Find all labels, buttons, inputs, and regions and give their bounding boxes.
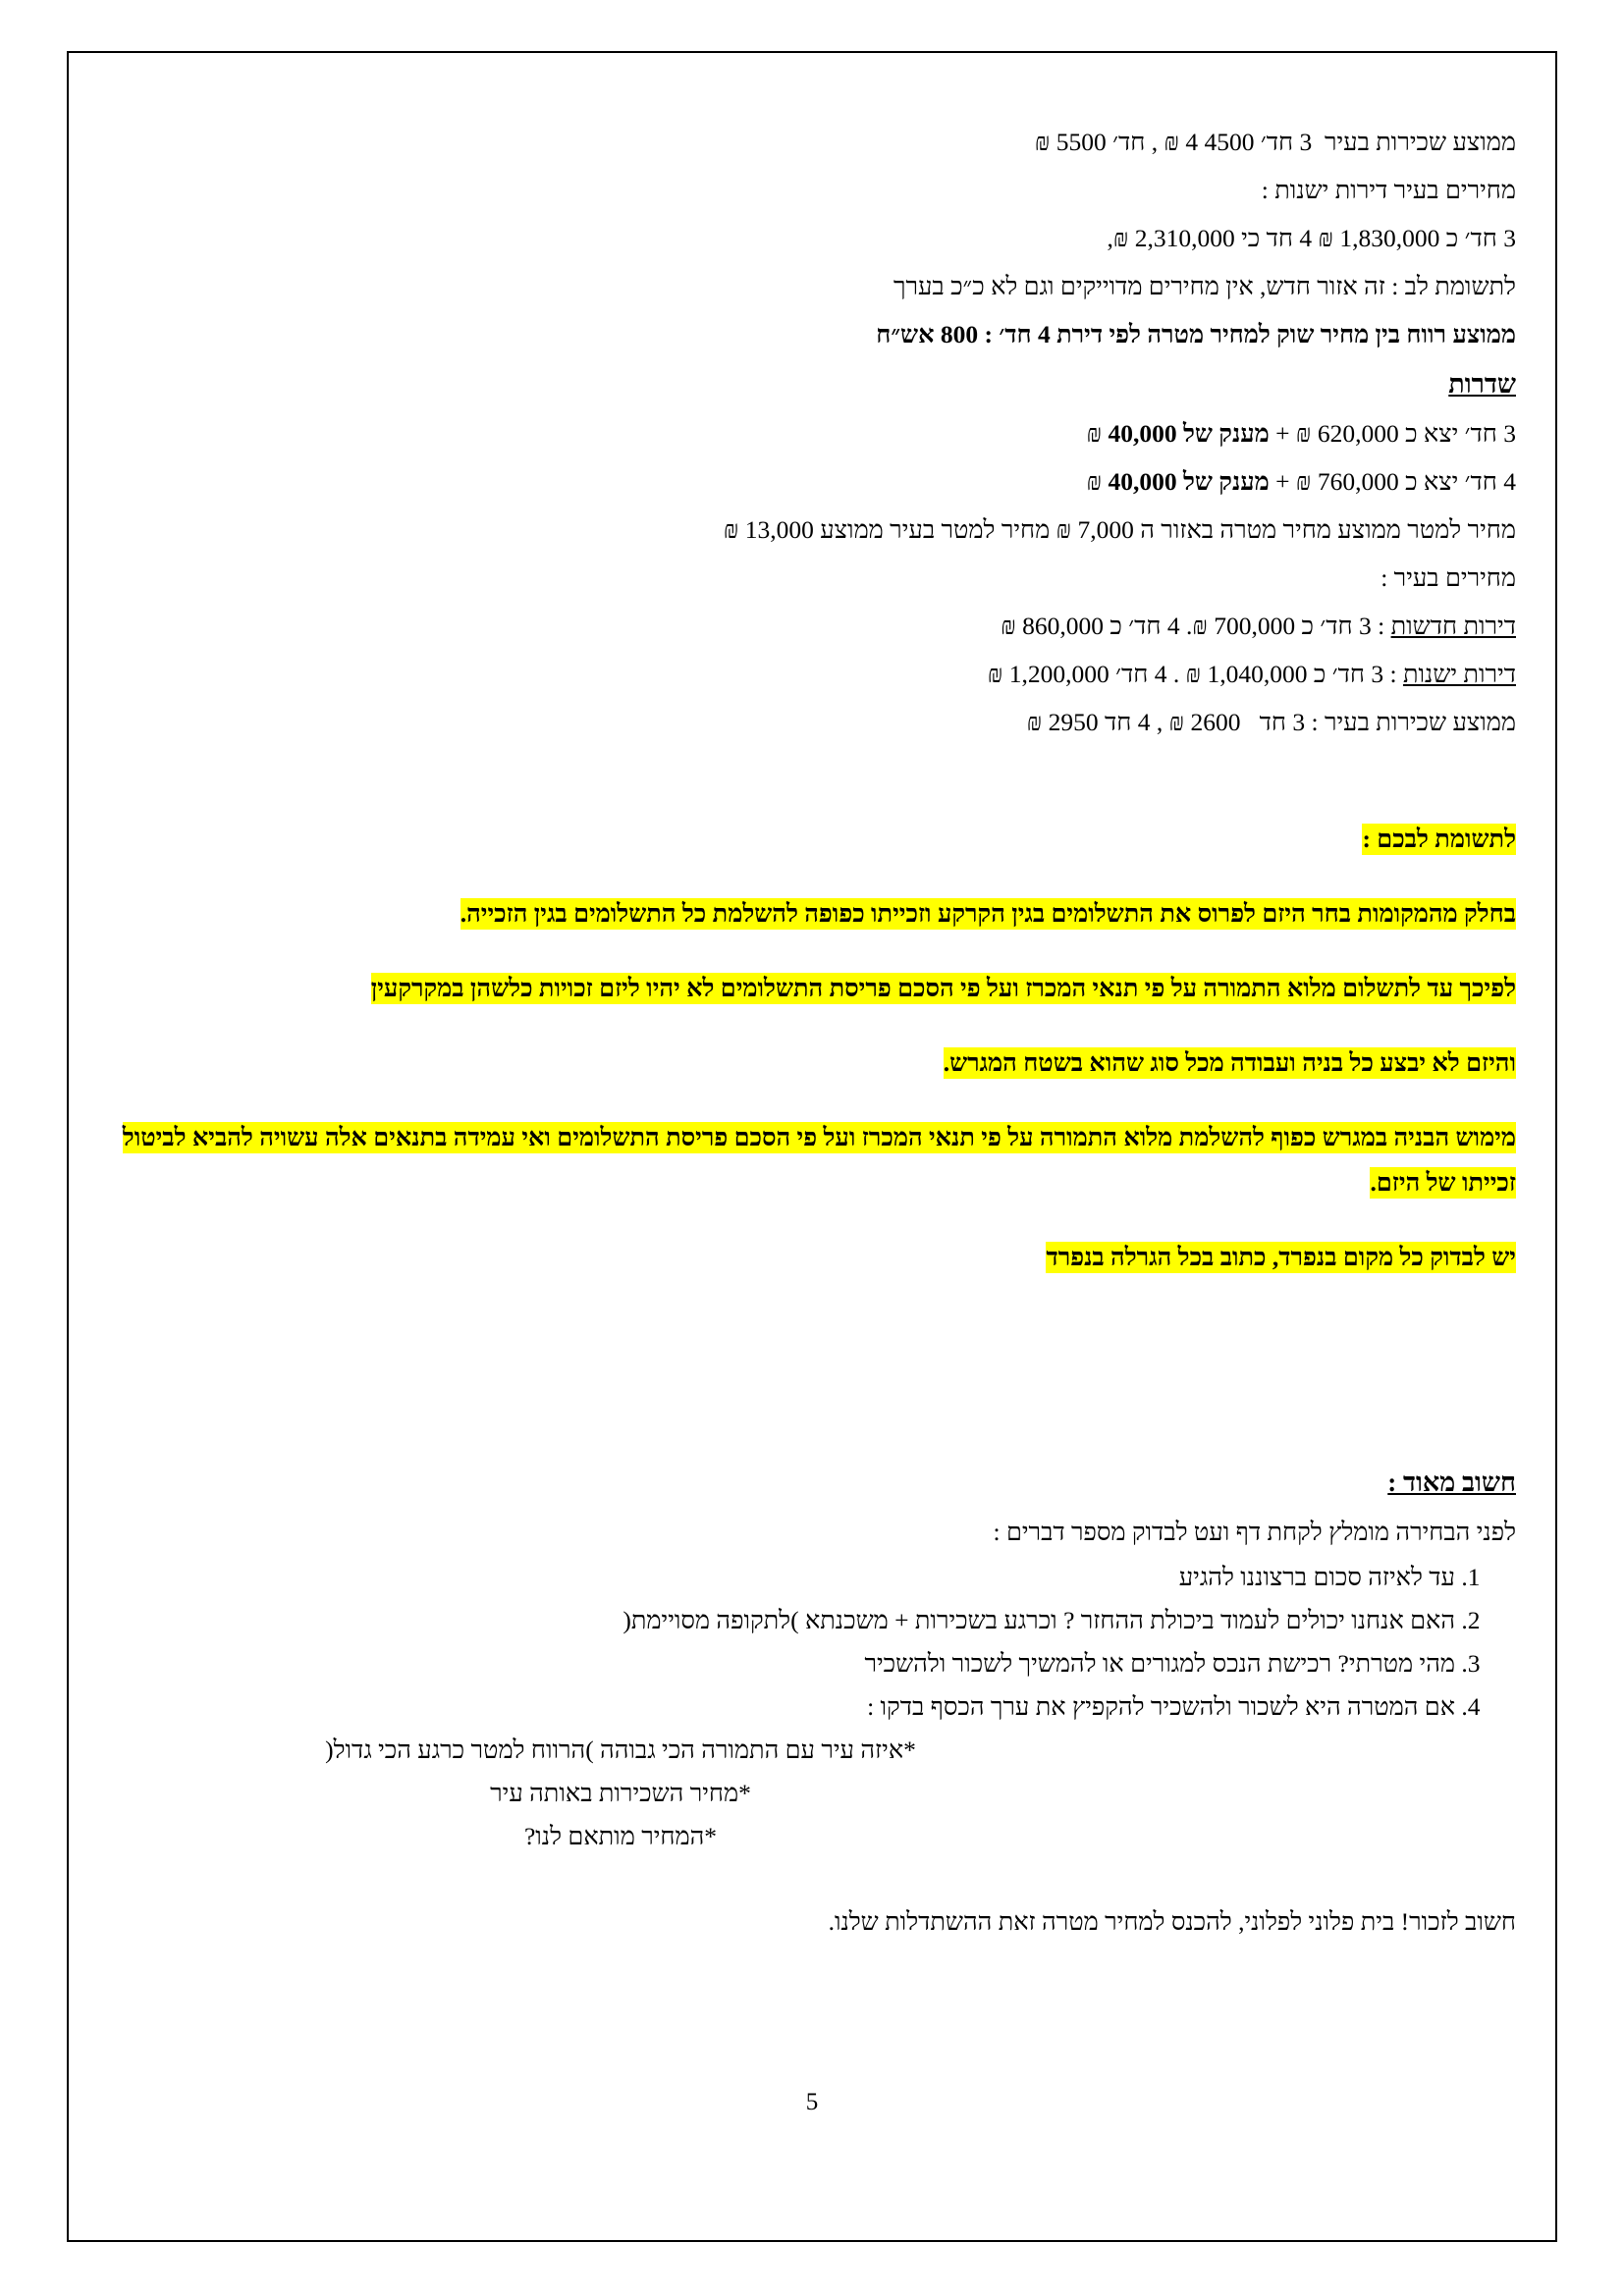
notice-title-line [108, 817, 1516, 862]
notice-paragraph-1: בחלק מהמקומות בחר היזם לפרוס את התשלומים בגין הקרקע וזכייתו כפופה להשלמת כל התשלומים בגין הזכייה. [460, 899, 1516, 928]
sub-item: *איזה עיר עם התמורה הכי גבוהה )הרווח למטר כרגע הכי גדול( [325, 1735, 916, 1764]
document-content [108, 118, 1516, 1946]
sderot-old-apartments-values: : 3 חד׳ כ 1,040,000 ₪ . 4 חד׳ 1,200,000 ₪ [987, 660, 1403, 688]
sderot-rent-average-line: ממוצע שכירות בעיר : 3 חד 2600 ₪ , 4 חד 2950 ₪ [1026, 708, 1516, 736]
important-heading: חשוב מאוד : [1387, 1468, 1516, 1497]
sderot-prices-label: מחירים בעיר : [1380, 563, 1516, 592]
list-item: 1. עד לאיזה סכום ברצוננו להגיע [108, 1556, 1455, 1599]
notice-title: לתשומת לבכם : [1362, 825, 1516, 853]
notice-paragraph-5: יש לבדוק כל מקום בנפרד, כתוב בכל הגרלה בנפרד [1046, 1243, 1516, 1271]
sderot-3-rooms-suffix: ₪ [1086, 419, 1109, 448]
notice-paragraph-1-line [108, 891, 1516, 936]
list-item: 4. אם המטרה היא לשכור ולהשכיר להקפיץ את ערך הכסף בדקו : [108, 1685, 1455, 1729]
sub-item: *מחיר השכירות באותה עיר [490, 1779, 751, 1807]
sub-item: *המחיר מותאם לנו? [523, 1822, 718, 1850]
sderot-3-rooms-text: 3 חד׳ יצא כ 620,000 ₪ + [1269, 419, 1516, 448]
sderot-4-rooms-suffix: ₪ [1086, 467, 1109, 496]
city-old-apartments-values: 3 חד׳ כ 1,830,000 ₪ 4 חד כי 2,310,000 ₪, [1107, 224, 1516, 252]
city-rent-average-line: ממוצע שכירות בעיר 3 חד׳ 4500 4 ₪ , חד׳ 5500 ₪ [1034, 128, 1516, 156]
spacer-before-important [108, 1309, 1516, 1457]
important-closing: חשוב לזכור! בית פלוני לפלוני, להכנס למחיר מטרה זאת ההשתדלות שלנו. [828, 1907, 1516, 1936]
important-checklist [108, 1556, 1516, 1729]
list-item: 2. האם אנחנו יכולים לעמוד ביכולת ההחזר ? וכרגע בשכירות + משכנתא )לתקופה מסויימת( [108, 1599, 1455, 1642]
notice-paragraph-3-line [108, 1041, 1516, 1086]
city-profit-average-line: ממוצע רווח בין מחיר שוק למחיר מטרה לפי דירת 4 חד׳ : 800 אש״ח [876, 320, 1516, 348]
sderot-meter-price-line: מחיר למטר ממוצע מחיר מטרה באזור ה 7,000 ₪ מחיר למטר בעיר ממוצע 13,000 ₪ [723, 515, 1516, 544]
city-old-apartments-label: מחירים בעיר דירות ישנות : [1261, 176, 1516, 204]
sderot-heading: שדרות [1448, 369, 1516, 399]
sderot-new-apartments-values: : 3 חד׳ כ 700,000 ₪. 4 חד׳ כ 860,000 ₪ [1001, 612, 1391, 640]
sderot-4-rooms-text: 4 חד׳ יצא כ 760,000 ₪ + [1269, 467, 1516, 496]
important-sub-items [108, 1729, 1516, 1858]
notice-paragraph-5-line [108, 1235, 1516, 1280]
sderot-old-apartments-line [108, 650, 1516, 698]
list-item: 3. מהי מטרתי? רכישת הנכס למגורים או להמשיך לשכור ולהשכיר [108, 1642, 1455, 1685]
city-note-line: לתשומת לב : זה אזור חדש, אין מחירים מדוייקים וגם לא כ״כ בערך [893, 272, 1516, 300]
spacer-before-notice [108, 746, 1516, 817]
notice-paragraph-2-line [108, 966, 1516, 1011]
sderot-4-rooms-line [108, 457, 1516, 506]
sderot-4-rooms-grant: מענק של 40,000 [1108, 467, 1270, 496]
spacer-before-closing [108, 1858, 1516, 1897]
sderot-old-apartments-label: דירות ישנות [1402, 660, 1516, 688]
sderot-3-rooms-grant: מענק של 40,000 [1108, 419, 1270, 448]
page-number: 5 [805, 2089, 819, 2115]
notice-paragraph-4: מימוש הבניה במגרש כפוף להשלמת מלוא התמורה על פי תנאי המכרז ועל פי הסכם פריסת התשלומים ואי עמידה בתנאים אלה עשויה להביא לביטול זכייתו של היזם. [122, 1123, 1516, 1197]
notice-paragraph-3: והיזם לא יבצע כל בניה ועבודה מכל סוג שהוא בשטח המגרש. [943, 1048, 1516, 1077]
sderot-new-apartments-label: דירות חדשות [1390, 612, 1516, 640]
sderot-3-rooms-line [108, 409, 1516, 457]
notice-paragraph-2: לפיכך עד לתשלום מלוא התמורה על פי תנאי המכרז ועל פי הסכם פריסת התשלומים לא יהיו ליזם זכויות כלשהן במקרקעין [370, 974, 1516, 1002]
sderot-new-apartments-line [108, 602, 1516, 650]
important-intro: לפני הבחירה מומלץ לקחת דף ועט לבדוק מספר דברים : [993, 1518, 1516, 1546]
notice-paragraph-4-line [108, 1115, 1516, 1205]
